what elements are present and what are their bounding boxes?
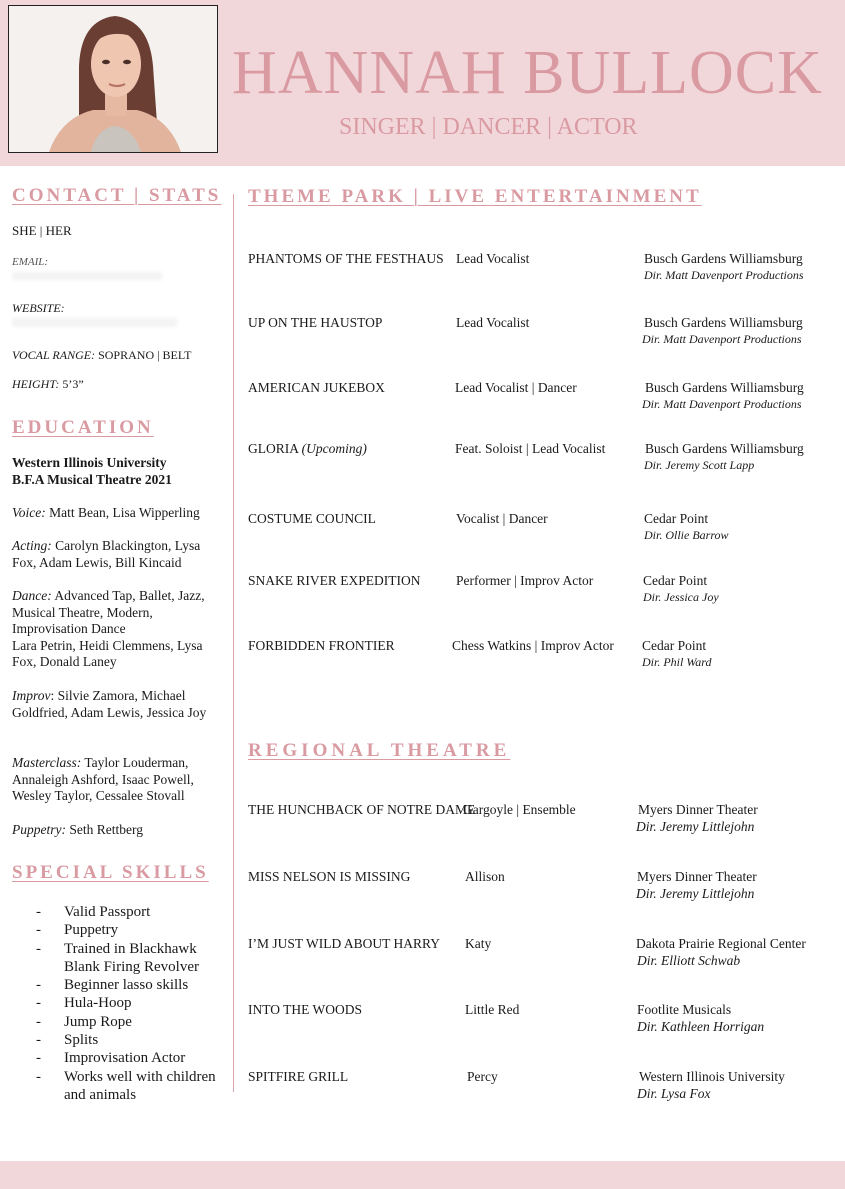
role: Performer | Improv Actor: [456, 573, 594, 588]
role: Chess Watkins | Improv Actor: [452, 638, 614, 653]
height: [12, 377, 84, 392]
venue: Cedar Point: [643, 573, 708, 588]
email-redacted: [12, 272, 162, 280]
director: Dir. Elliott Schwab: [637, 953, 741, 968]
director: Dir. Matt Davenport Productions: [642, 397, 802, 411]
role: Feat. Soloist | Lead Vocalist: [455, 441, 606, 456]
table-row: [248, 251, 838, 291]
show-title: I’M JUST WILD ABOUT HARRY: [248, 936, 441, 951]
dance-styles: Advanced Tap, Ballet, Jazz, Musical Theatre, Modern, Improvisation Dance: [12, 588, 205, 636]
director: Dir. Jeremy Littlejohn: [636, 819, 755, 834]
skills-list: [36, 903, 226, 1104]
show-title: MISS NELSON IS MISSING: [248, 869, 411, 884]
acting-training: [12, 538, 222, 571]
venue: Busch Gardens Williamsburg: [644, 315, 803, 330]
table-row: [248, 441, 838, 481]
skills-section-title: SPECIAL SKILLS: [12, 862, 209, 883]
venue: Myers Dinner Theater: [637, 869, 757, 884]
puppetry-training: [12, 822, 222, 839]
role: Lead Vocalist: [456, 315, 530, 330]
dance-teachers: Lara Petrin, Heidi Clemmens, Lysa Fox, Donald Laney: [12, 637, 203, 669]
table-row: [248, 1069, 838, 1109]
website-label: WEBSITE:: [12, 301, 65, 315]
masterclass-teachers: Taylor Louderman, Annaleigh Ashford, Isaac Powell, Wesley Taylor, Cessalee Stovall: [12, 755, 194, 803]
role: Gargoyle | Ensemble: [463, 802, 576, 817]
email-label: EMAIL:: [12, 256, 49, 268]
education-section-title: EDUCATION: [12, 417, 154, 438]
pronouns: SHE | HER: [12, 223, 72, 238]
table-row: [248, 869, 838, 909]
venue: Busch Gardens Williamsburg: [645, 441, 804, 456]
director: Dir. Jessica Joy: [643, 590, 719, 604]
table-row: [248, 573, 838, 613]
list-item: - Valid Passport: [36, 904, 151, 920]
theme-park-section-title: THEME PARK | LIVE ENTERTAINMENT: [248, 186, 702, 207]
list-item: - Puppetry: [36, 922, 119, 939]
applicant-name: HANNAH BULLOCK: [232, 39, 823, 107]
list-item: - Splits: [36, 1032, 99, 1049]
column-divider: [233, 194, 234, 1092]
acting-label: Acting:: [12, 538, 52, 553]
list-item: - Jump Rope: [36, 1013, 132, 1030]
venue: Dakota Prairie Regional Center: [636, 936, 806, 951]
vocal-range-label: VOCAL RANGE:: [12, 348, 96, 362]
headshot-image: [9, 6, 217, 152]
role: Katy: [465, 936, 492, 951]
masterclass-label: Masterclass:: [12, 755, 82, 770]
venue: Western Illinois University: [639, 1069, 785, 1084]
dance-label: Dance:: [12, 588, 52, 603]
table-row: [248, 511, 838, 551]
venue: Cedar Point: [642, 638, 707, 653]
show-title: AMERICAN JUKEBOX: [248, 380, 385, 395]
puppetry-label: Puppetry:: [12, 822, 66, 837]
headshot-photo: [8, 5, 218, 153]
list-item: - Beginner lasso skills: [36, 977, 189, 994]
role: Little Red: [465, 1002, 520, 1017]
role: Lead Vocalist: [456, 251, 530, 266]
show-note: (Upcoming): [301, 441, 367, 456]
director: Dir. Jeremy Scott Lapp: [644, 458, 755, 472]
applicant-tagline: SINGER | DANCER | ACTOR: [339, 114, 638, 140]
vocal-range: [12, 348, 191, 363]
website-redacted: [12, 318, 177, 327]
table-row: [248, 380, 838, 420]
school-name: Western Illinois University: [12, 455, 167, 470]
improv-training: [12, 688, 222, 721]
voice-label: Voice:: [12, 505, 46, 520]
role: Vocalist | Dancer: [456, 511, 548, 526]
show-title: INTO THE WOODS: [248, 1002, 362, 1017]
improv-teachers: : Silvie Zamora, Michael Goldfried, Adam Lewis, Jessica Joy: [12, 688, 207, 720]
vocal-range-value: SOPRANO | BELT: [95, 348, 192, 362]
director: Dir. Kathleen Horrigan: [637, 1019, 765, 1034]
puppetry-teachers: Seth Rettberg: [65, 822, 143, 837]
role: Allison: [465, 869, 505, 884]
director: Dir. Phil Ward: [642, 655, 712, 669]
role: Percy: [467, 1069, 498, 1084]
height-label: HEIGHT:: [12, 377, 60, 391]
degree: B.F.A Musical Theatre 2021: [12, 471, 172, 487]
director: Dir. Ollie Barrow: [644, 528, 729, 542]
show-title: THE HUNCHBACK OF NOTRE DAME: [248, 802, 476, 817]
list-item: - Works well with children and animals: [36, 1068, 216, 1103]
show-title: GLORIA (Upcoming): [248, 441, 367, 456]
table-row: [248, 315, 838, 355]
height-value: 5’3”: [59, 377, 84, 391]
table-row: [248, 802, 838, 842]
role: Lead Vocalist | Dancer: [455, 380, 577, 395]
education-school-block: [12, 455, 222, 488]
table-row: [248, 1002, 838, 1042]
voice-teachers: Matt Bean, Lisa Wipperling: [45, 505, 200, 520]
regional-section-title: REGIONAL THEATRE: [248, 740, 511, 761]
footer-band: [0, 1161, 845, 1189]
director: Dir. Matt Davenport Productions: [642, 332, 802, 346]
director: Dir. Jeremy Littlejohn: [636, 886, 755, 901]
improv-label: Improv: [12, 688, 51, 703]
contact-section-title: CONTACT | STATS: [12, 185, 222, 206]
list-item: - Trained in Blackhawk Blank Firing Revolver: [36, 940, 199, 975]
dance-training: [12, 588, 222, 671]
director: Dir. Matt Davenport Productions: [644, 268, 804, 282]
acting-teachers: Carolyn Blackington, Lysa Fox, Adam Lewis, Bill Kincaid: [12, 538, 201, 570]
list-item: - Hula-Hoop: [36, 995, 132, 1012]
venue: Cedar Point: [644, 511, 709, 526]
voice-training: [12, 505, 222, 522]
show-title: SPITFIRE GRILL: [248, 1069, 349, 1084]
show-title: SNAKE RIVER EXPEDITION: [248, 573, 421, 588]
list-item: - Improvisation Actor: [36, 1050, 186, 1067]
show-title: COSTUME COUNCIL: [248, 511, 376, 526]
venue: Busch Gardens Williamsburg: [644, 251, 803, 266]
show-title: PHANTOMS OF THE FESTHAUS: [248, 251, 444, 266]
show-title: UP ON THE HAUSTOP: [248, 315, 383, 330]
director: Dir. Lysa Fox: [637, 1086, 711, 1101]
venue: Busch Gardens Williamsburg: [645, 380, 804, 395]
table-row: [248, 936, 838, 976]
venue: Footlite Musicals: [637, 1002, 732, 1017]
venue: Myers Dinner Theater: [638, 802, 758, 817]
masterclass-training: [12, 755, 222, 805]
table-row: [248, 638, 838, 678]
show-title: FORBIDDEN FRONTIER: [248, 638, 395, 653]
